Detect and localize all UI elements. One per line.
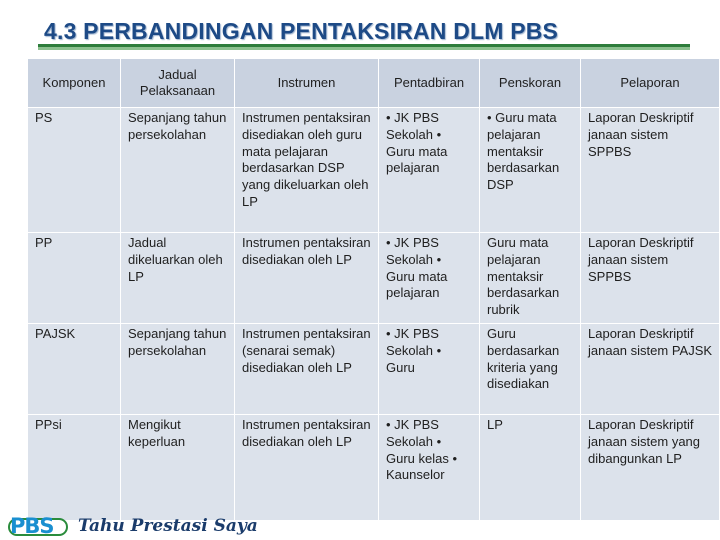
cell-penskoran: Guru berdasarkan kriteria yang disediakan [480, 324, 581, 415]
cell-pentadbiran: • JK PBS Sekolah • Guru mata pelajaran [379, 108, 480, 233]
cell-komponen: PS [28, 108, 121, 233]
header-komponen: Komponen [28, 59, 121, 108]
header-pentadbiran: Pentadbiran [379, 59, 480, 108]
pbs-logo [4, 514, 72, 538]
cell-jadual: Sepanjang tahun persekolahan [121, 108, 235, 233]
cell-jadual: Sepanjang tahun persekolahan [121, 324, 235, 415]
comparison-table [27, 58, 719, 520]
title-underline [38, 44, 690, 50]
header-jadual-pelaksanaan: Jadual Pelaksanaan [121, 59, 235, 108]
table-row [28, 324, 720, 415]
header-penskoran: Penskoran [480, 59, 581, 108]
footer-logo [4, 514, 258, 538]
cell-instrumen: Instrumen pentaksiran disediakan oleh guru mata pelajaran berdasarkan DSP yang dikeluarkan oleh LP [235, 108, 379, 233]
header-instrumen: Instrumen [235, 59, 379, 108]
cell-penskoran: Guru mata pelajaran mentaksir berdasarkan rubrik [480, 233, 581, 324]
page-title: 4.3 PERBANDINGAN PENTAKSIRAN DLM PBS [44, 18, 559, 44]
table-row [28, 233, 720, 324]
cell-pelaporan: Laporan Deskriptif janaan sistem yang dibangunkan LP [581, 415, 720, 521]
cell-pelaporan: Laporan Deskriptif janaan sistem SPPBS [581, 108, 720, 233]
pbs-logo-text: PBS [10, 514, 54, 538]
cell-pentadbiran: • JK PBS Sekolah • Guru kelas • Kaunselor [379, 415, 480, 521]
cell-pelaporan: Laporan Deskriptif janaan sistem PAJSK [581, 324, 720, 415]
cell-pentadbiran: • JK PBS Sekolah • Guru [379, 324, 480, 415]
cell-jadual: Jadual dikeluarkan oleh LP [121, 233, 235, 324]
cell-instrumen: Instrumen pentaksiran (senarai semak) disediakan oleh LP [235, 324, 379, 415]
cell-penskoran: LP [480, 415, 581, 521]
tagline: Tahu Prestasi Saya [78, 516, 258, 536]
cell-komponen: PAJSK [28, 324, 121, 415]
cell-komponen: PP [28, 233, 121, 324]
cell-instrumen: Instrumen pentaksiran disediakan oleh LP [235, 233, 379, 324]
table-row [28, 108, 720, 233]
comparison-table-container [27, 58, 719, 520]
table-header-row [28, 59, 720, 108]
table-row [28, 415, 720, 521]
cell-penskoran: • Guru mata pelajaran mentaksir berdasarkan DSP [480, 108, 581, 233]
cell-instrumen: Instrumen pentaksiran disediakan oleh LP [235, 415, 379, 521]
cell-pelaporan: Laporan Deskriptif janaan sistem SPPBS [581, 233, 720, 324]
cell-pentadbiran: • JK PBS Sekolah • Guru mata pelajaran [379, 233, 480, 324]
cell-komponen: PPsi [28, 415, 121, 521]
header-pelaporan: Pelaporan [581, 59, 720, 108]
cell-jadual: Mengikut keperluan [121, 415, 235, 521]
